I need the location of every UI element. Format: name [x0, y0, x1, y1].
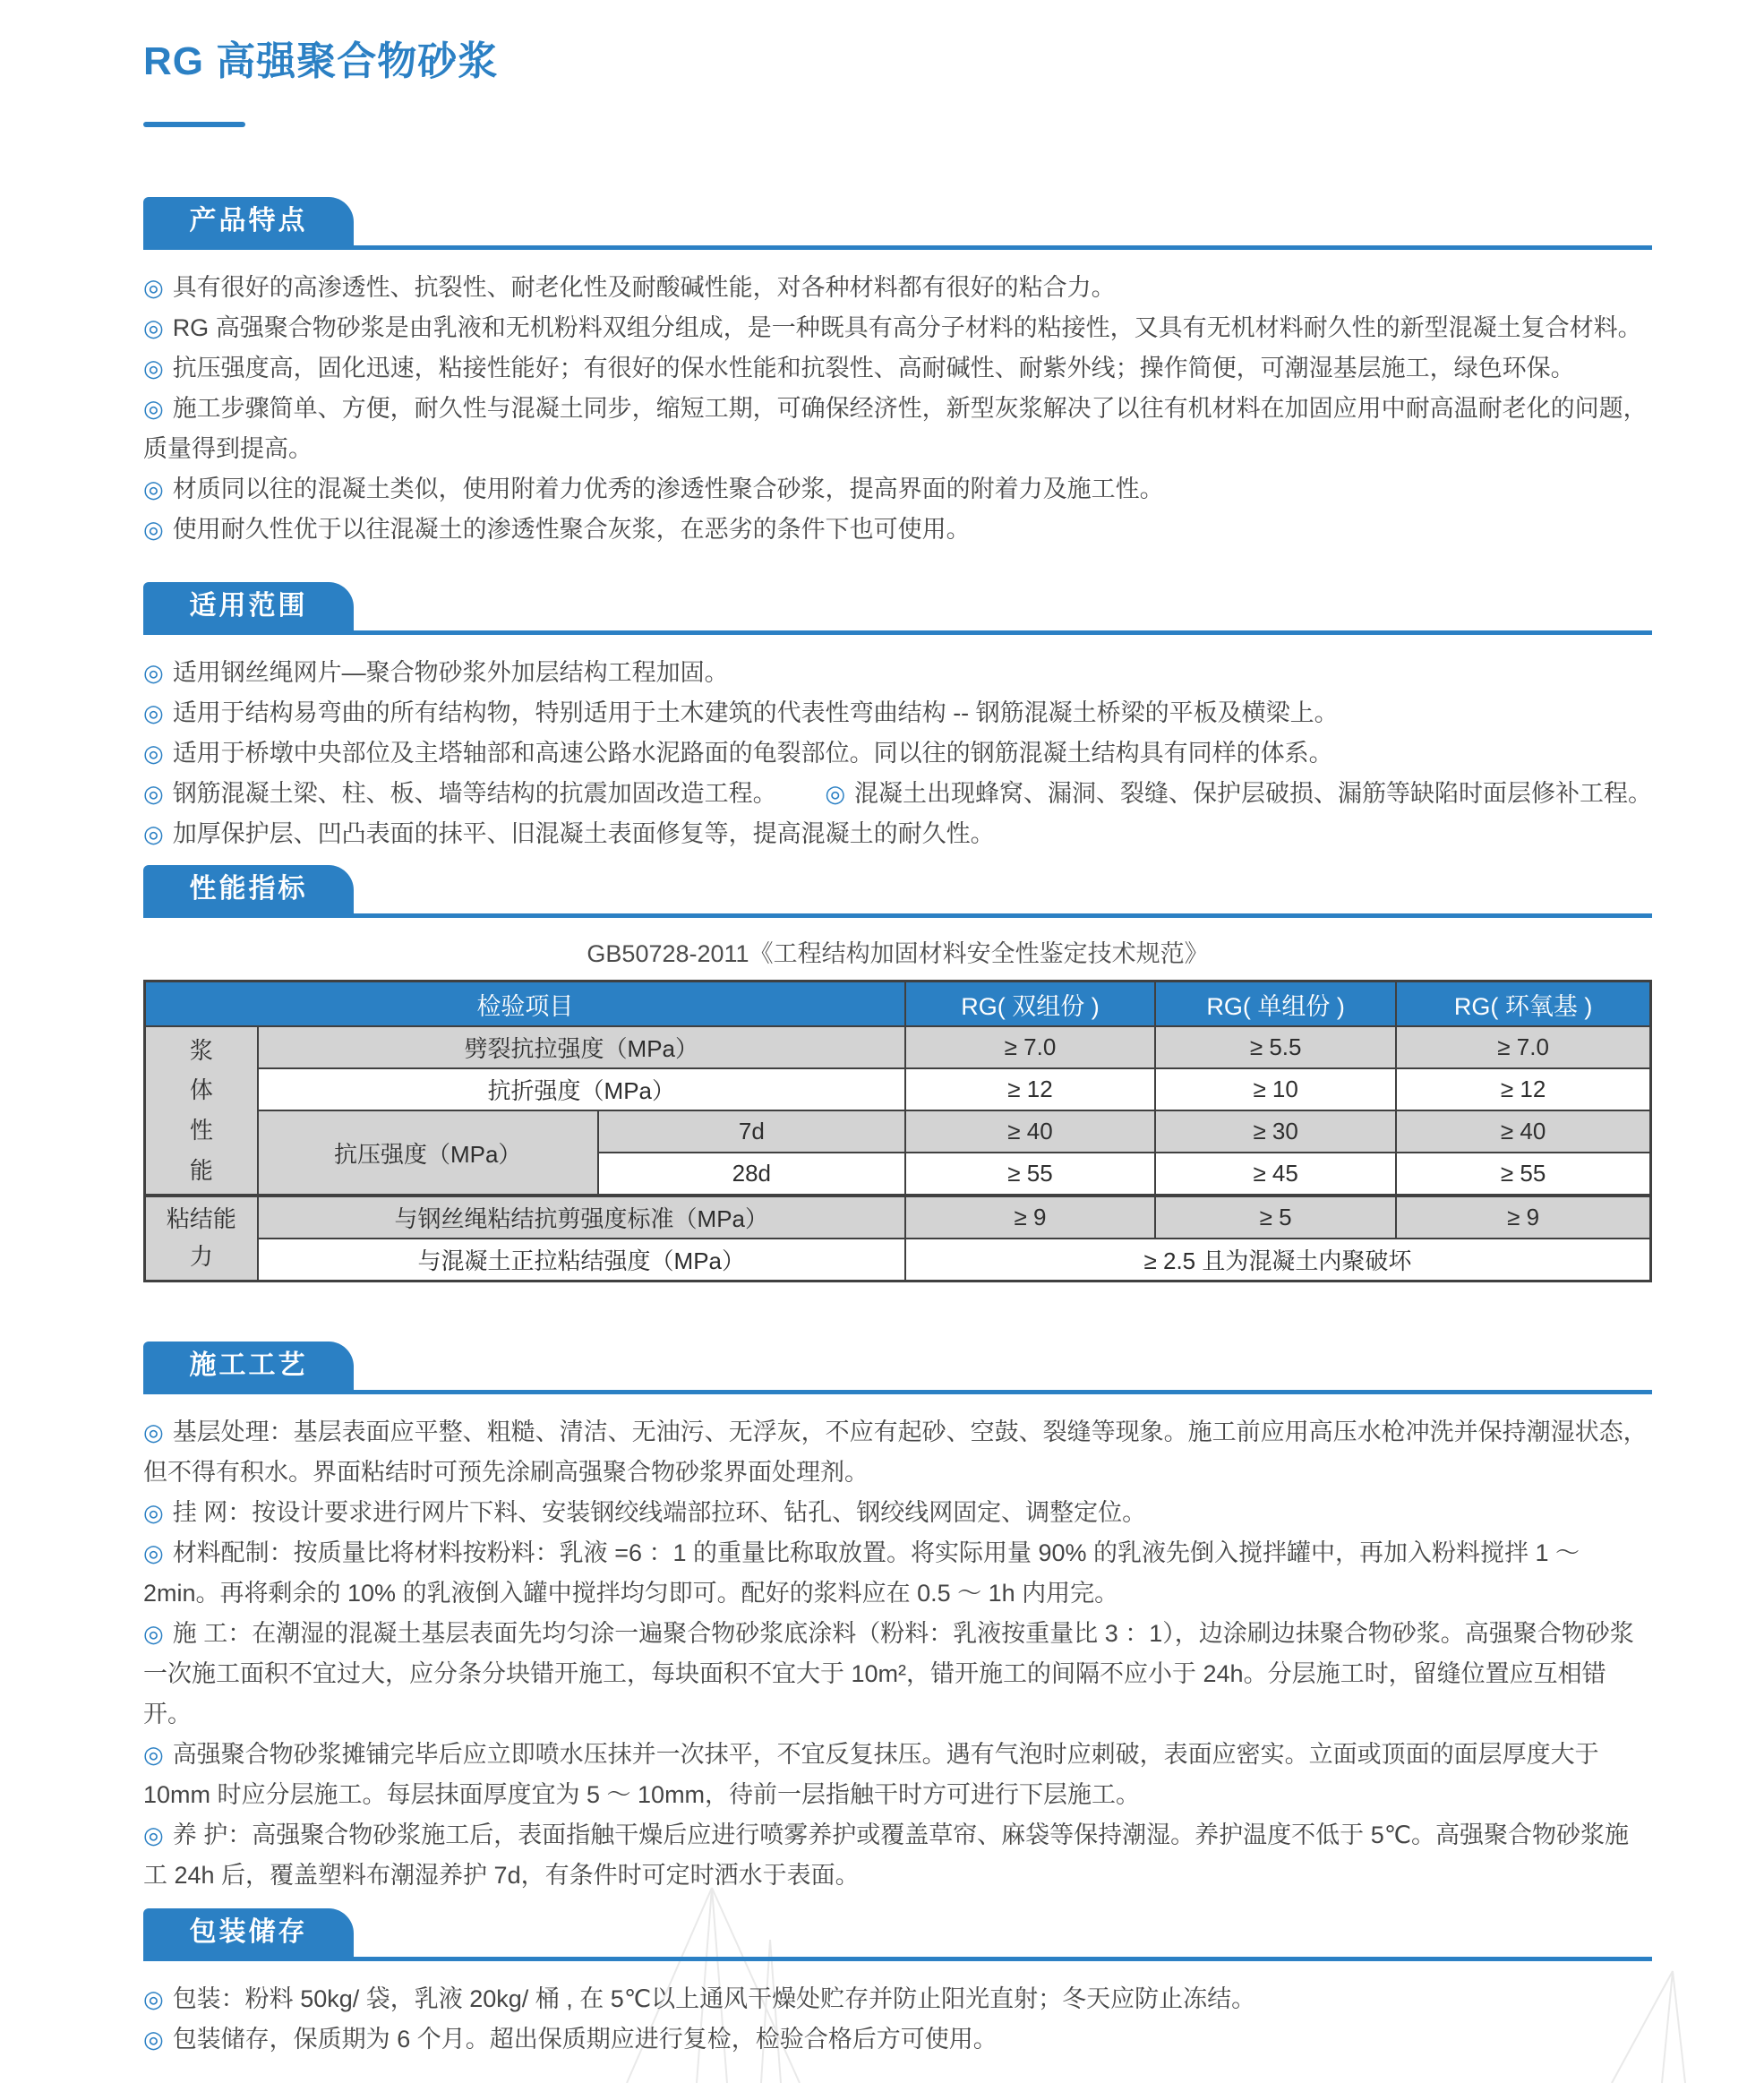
- table-row-split-tensile: [145, 1026, 1651, 1068]
- bullet-icon: ◎: [143, 1620, 164, 1647]
- packaging-item: [143, 1979, 1652, 2019]
- cell-value: ≥ 9: [905, 1196, 1155, 1239]
- section-process-header: [143, 1342, 1652, 1394]
- process-item: [143, 1735, 1652, 1815]
- table-caption-standard: GB50728-2011《工程结构加固材料安全性鉴定技术规范》: [587, 940, 1209, 967]
- col-header-item: 检验项目: [145, 981, 905, 1027]
- page-title: RG 高强聚合物砂浆: [143, 39, 499, 83]
- section-performance: [143, 865, 1652, 1282]
- cell-value: ≥ 45: [1155, 1153, 1396, 1196]
- feature-item: [143, 268, 1652, 308]
- performance-table: [143, 980, 1652, 1282]
- section-heading-features: 产品特点: [189, 206, 308, 236]
- row-group-paste-performance: 浆体性能: [145, 1026, 258, 1196]
- cell-value: ≥ 7.0: [905, 1026, 1155, 1068]
- bullet-icon: ◎: [143, 699, 164, 726]
- row-sublabel-28d: 28d: [598, 1153, 905, 1196]
- bullet-icon: ◎: [143, 274, 164, 301]
- bullet-icon: ◎: [143, 476, 164, 502]
- feature-item: [143, 389, 1652, 469]
- cell-value: ≥ 40: [1396, 1110, 1650, 1153]
- row-label: 抗折强度（MPa）: [258, 1068, 905, 1110]
- scope-item-text: 加厚保护层、凹凸表面的抹平、旧混凝土表面修复等，提高混凝土的耐久性。: [172, 820, 995, 847]
- row-group-bond-capability: 粘结能力: [145, 1196, 258, 1282]
- scope-item: [825, 774, 1652, 814]
- feature-item-text: 抗压强度高，固化迅速，粘接性能好；有很好的保水性能和抗裂性、高耐碱性、耐紫外线；操作简便，可潮湿基层施工，绿色环保。: [172, 355, 1575, 381]
- cell-value: ≥ 5.5: [1155, 1026, 1396, 1068]
- bullet-icon: ◎: [143, 740, 164, 767]
- process-item: [143, 1533, 1652, 1614]
- bullet-icon: ◎: [143, 395, 164, 422]
- scope-item: [143, 814, 1652, 854]
- process-bullet-list: [143, 1412, 1652, 1896]
- process-item-text: 材料配制：按质量比将材料按粉料：乳液 =6 ：1 的重量比称取放置。将实际用量 90% 的乳液先倒入搅拌罐中，再加入粉料搅拌 1 ～ 2min。再将剩余的 10% 的乳液倒入罐中搅拌均匀即可。配好的浆料应在 0.5 ～ 1h 内用完。: [143, 1539, 1580, 1607]
- process-item-text: 挂 网：按设计要求进行网片下料、安装钢绞线端部拉环、钻孔、钢绞线网固定、调整定位。: [172, 1499, 1147, 1526]
- scope-item: [143, 774, 777, 814]
- cell-value: ≥ 10: [1155, 1068, 1396, 1110]
- cell-value: ≥ 40: [905, 1110, 1155, 1153]
- scope-item-text: 混凝土出现蜂窝、漏洞、裂缝、保护层破损、漏筋等缺陷时面层修补工程。: [854, 780, 1652, 807]
- feature-item-text: 具有很好的高渗透性、抗裂性、耐老化性及耐酸碱性能，对各种材料都有很好的粘合力。: [172, 274, 1116, 301]
- packaging-item: [143, 2019, 1652, 2060]
- scope-item-text: 适用于桥墩中央部位及主塔轴部和高速公路水泥路面的龟裂部位。同以往的钢筋混凝土结构具有同样的体系。: [172, 740, 1333, 767]
- table-row-normal-bond: [145, 1239, 1651, 1282]
- bullet-icon: ◎: [143, 516, 164, 543]
- section-process: [143, 1342, 1652, 1896]
- process-item: [143, 1815, 1652, 1896]
- table-header-row: [145, 981, 1651, 1027]
- bullet-icon: ◎: [143, 1419, 164, 1445]
- process-item-text: 基层处理：基层表面应平整、粗糙、清洁、无油污、无浮灰，不应有起砂、空鼓、裂缝等现象。施工前应用高压水枪冲洗并保持潮湿状态，但不得有积水。界面粘结时可预先涂刷高强聚合物砂浆界面处理剂。: [143, 1419, 1648, 1486]
- packaging-item-text: 包装：粉料 50kg/ 袋，乳液 20kg/ 桶 , 在 5℃以上通风干燥处贮存并防止阳光直射；冬天应防止冻结。: [172, 1985, 1256, 2012]
- section-heading-packaging: 包装储存: [189, 1917, 308, 1947]
- process-item: [143, 1493, 1652, 1533]
- bullet-icon: ◎: [143, 355, 164, 381]
- section-badge-scope: [143, 582, 354, 630]
- section-badge-performance: [143, 865, 354, 913]
- cell-value: ≥ 12: [905, 1068, 1155, 1110]
- col-header-rg-epoxy: RG( 环氧基 ): [1396, 981, 1650, 1027]
- table-row-shear-bond: [145, 1196, 1651, 1239]
- bullet-icon: ◎: [143, 820, 164, 847]
- section-scope: [143, 582, 1652, 854]
- section-heading-scope: 适用范围: [189, 591, 308, 621]
- scope-item-pair: [143, 774, 1652, 814]
- cell-value: ≥ 30: [1155, 1110, 1396, 1153]
- packaging-item-text: 包装储存，保质期为 6 个月。超出保质期应进行复检，检验合格后方可使用。: [172, 2026, 998, 2053]
- process-item-text: 养 护：高强聚合物砂浆施工后，表面指触干燥后应进行喷雾养护或覆盖草帘、麻袋等保持潮湿。养护温度不低于 5℃。高强聚合物砂浆施工 24h 后，覆盖塑料布潮湿养护 7d，有条件时可定时洒水于表面。: [143, 1822, 1630, 1889]
- scope-item-text: 适用于结构易弯曲的所有结构物，特别适用于土木建筑的代表性弯曲结构 -- 钢筋混凝土桥梁的平板及横梁上。: [172, 699, 1339, 726]
- bullet-icon: ◎: [143, 1539, 164, 1566]
- table-row-flexural: [145, 1068, 1651, 1110]
- section-scope-header: [143, 582, 1652, 635]
- bullet-icon: ◎: [825, 780, 845, 807]
- section-badge-packaging: [143, 1908, 354, 1957]
- feature-item: [143, 469, 1652, 510]
- cell-value: ≥ 12: [1396, 1068, 1650, 1110]
- section-features: [143, 197, 1652, 550]
- cell-value: ≥ 55: [905, 1153, 1155, 1196]
- cell-value: ≥ 5: [1155, 1196, 1396, 1239]
- process-item: [143, 1412, 1652, 1493]
- cell-value: ≥ 7.0: [1396, 1026, 1650, 1068]
- row-label: 与混凝土正拉粘结强度（MPa）: [258, 1239, 905, 1282]
- section-badge-features: [143, 197, 354, 245]
- table-row-compressive-7d: [145, 1110, 1651, 1153]
- bullet-icon: ◎: [143, 1822, 164, 1848]
- bullet-icon: ◎: [143, 659, 164, 686]
- row-label: 劈裂抗拉强度（MPa）: [258, 1026, 905, 1068]
- section-features-header: [143, 197, 1652, 250]
- bullet-icon: ◎: [143, 780, 164, 807]
- scope-bullet-list: [143, 653, 1652, 854]
- feature-item-text: 材质同以往的混凝土类似，使用附着力优秀的渗透性聚合砂浆，提高界面的附着力及施工性。: [172, 476, 1164, 502]
- col-header-rg-two-component: RG( 双组份 ): [905, 981, 1155, 1027]
- cell-value: ≥ 9: [1396, 1196, 1650, 1239]
- feature-item-text: RG 高强聚合物砂浆是由乳液和无机粉料双组分组成，是一种既具有高分子材料的粘接性，又具有无机材料耐久性的新型混凝土复合材料。: [172, 314, 1642, 341]
- bullet-icon: ◎: [143, 1741, 164, 1768]
- process-item-text: 施 工：在潮湿的混凝土基层表面先均匀涂一遍聚合物砂浆底涂料（粉料：乳液按重量比 3 ：1），边涂刷边抹聚合物砂浆。高强聚合物砂浆一次施工面积不宜过大，应分条分块错开施工，每块面积不宜大于 10m²，错开施工的间隔不应小于 24h。分层施工时，留缝位置应互相错开。: [143, 1620, 1634, 1727]
- process-item: [143, 1614, 1652, 1735]
- scope-item: [143, 733, 1652, 774]
- section-badge-process: [143, 1342, 354, 1390]
- packaging-bullet-list: [143, 1979, 1652, 2060]
- row-sublabel-7d: 7d: [598, 1110, 905, 1153]
- bullet-icon: ◎: [143, 1499, 164, 1526]
- bullet-icon: ◎: [143, 2026, 164, 2053]
- feature-item: [143, 510, 1652, 550]
- bullet-icon: ◎: [143, 314, 164, 341]
- feature-item: [143, 348, 1652, 389]
- section-packaging-header: [143, 1908, 1652, 1961]
- process-item-text: 高强聚合物砂浆摊铺完毕后应立即喷水压抹并一次抹平，不宜反复抹压。遇有气泡时应刺破，表面应密实。立面或顶面的面层厚度大于 10mm 时应分层施工。每层抹面厚度宜为 5 ～ 10mm，待前一层指触干时方可进行下层施工。: [143, 1741, 1599, 1808]
- cell-value: ≥ 55: [1396, 1153, 1650, 1196]
- section-packaging: [143, 1908, 1652, 2060]
- features-bullet-list: [143, 268, 1652, 550]
- cell-value-merged: ≥ 2.5 且为混凝土内聚破坏: [905, 1239, 1651, 1282]
- row-label-compressive: 抗压强度（MPa）: [258, 1110, 598, 1196]
- bullet-icon: ◎: [143, 1985, 164, 2012]
- feature-item-text: 施工步骤简单、方便，耐久性与混凝土同步，缩短工期，可确保经济性，新型灰浆解决了以往有机材料在加固应用中耐高温耐老化的问题，质量得到提高。: [143, 395, 1648, 462]
- scope-item-text: 适用钢丝绳网片—聚合物砂浆外加层结构工程加固。: [172, 659, 729, 686]
- section-heading-performance: 性能指标: [189, 874, 308, 904]
- scope-item: [143, 693, 1652, 733]
- col-header-rg-one-component: RG( 单组份 ): [1155, 981, 1396, 1027]
- scope-item: [143, 653, 1652, 693]
- section-performance-header: [143, 865, 1652, 918]
- scope-item-text: 钢筋混凝土梁、柱、板、墙等结构的抗震加固改造工程。: [172, 780, 777, 807]
- feature-item-text: 使用耐久性优于以往混凝土的渗透性聚合灰浆，在恶劣的条件下也可使用。: [172, 516, 971, 543]
- feature-item: [143, 308, 1652, 348]
- section-heading-process: 施工工艺: [189, 1350, 308, 1380]
- row-label: 与钢丝绳粘结抗剪强度标准（MPa）: [258, 1196, 905, 1239]
- title-underline: [143, 122, 245, 127]
